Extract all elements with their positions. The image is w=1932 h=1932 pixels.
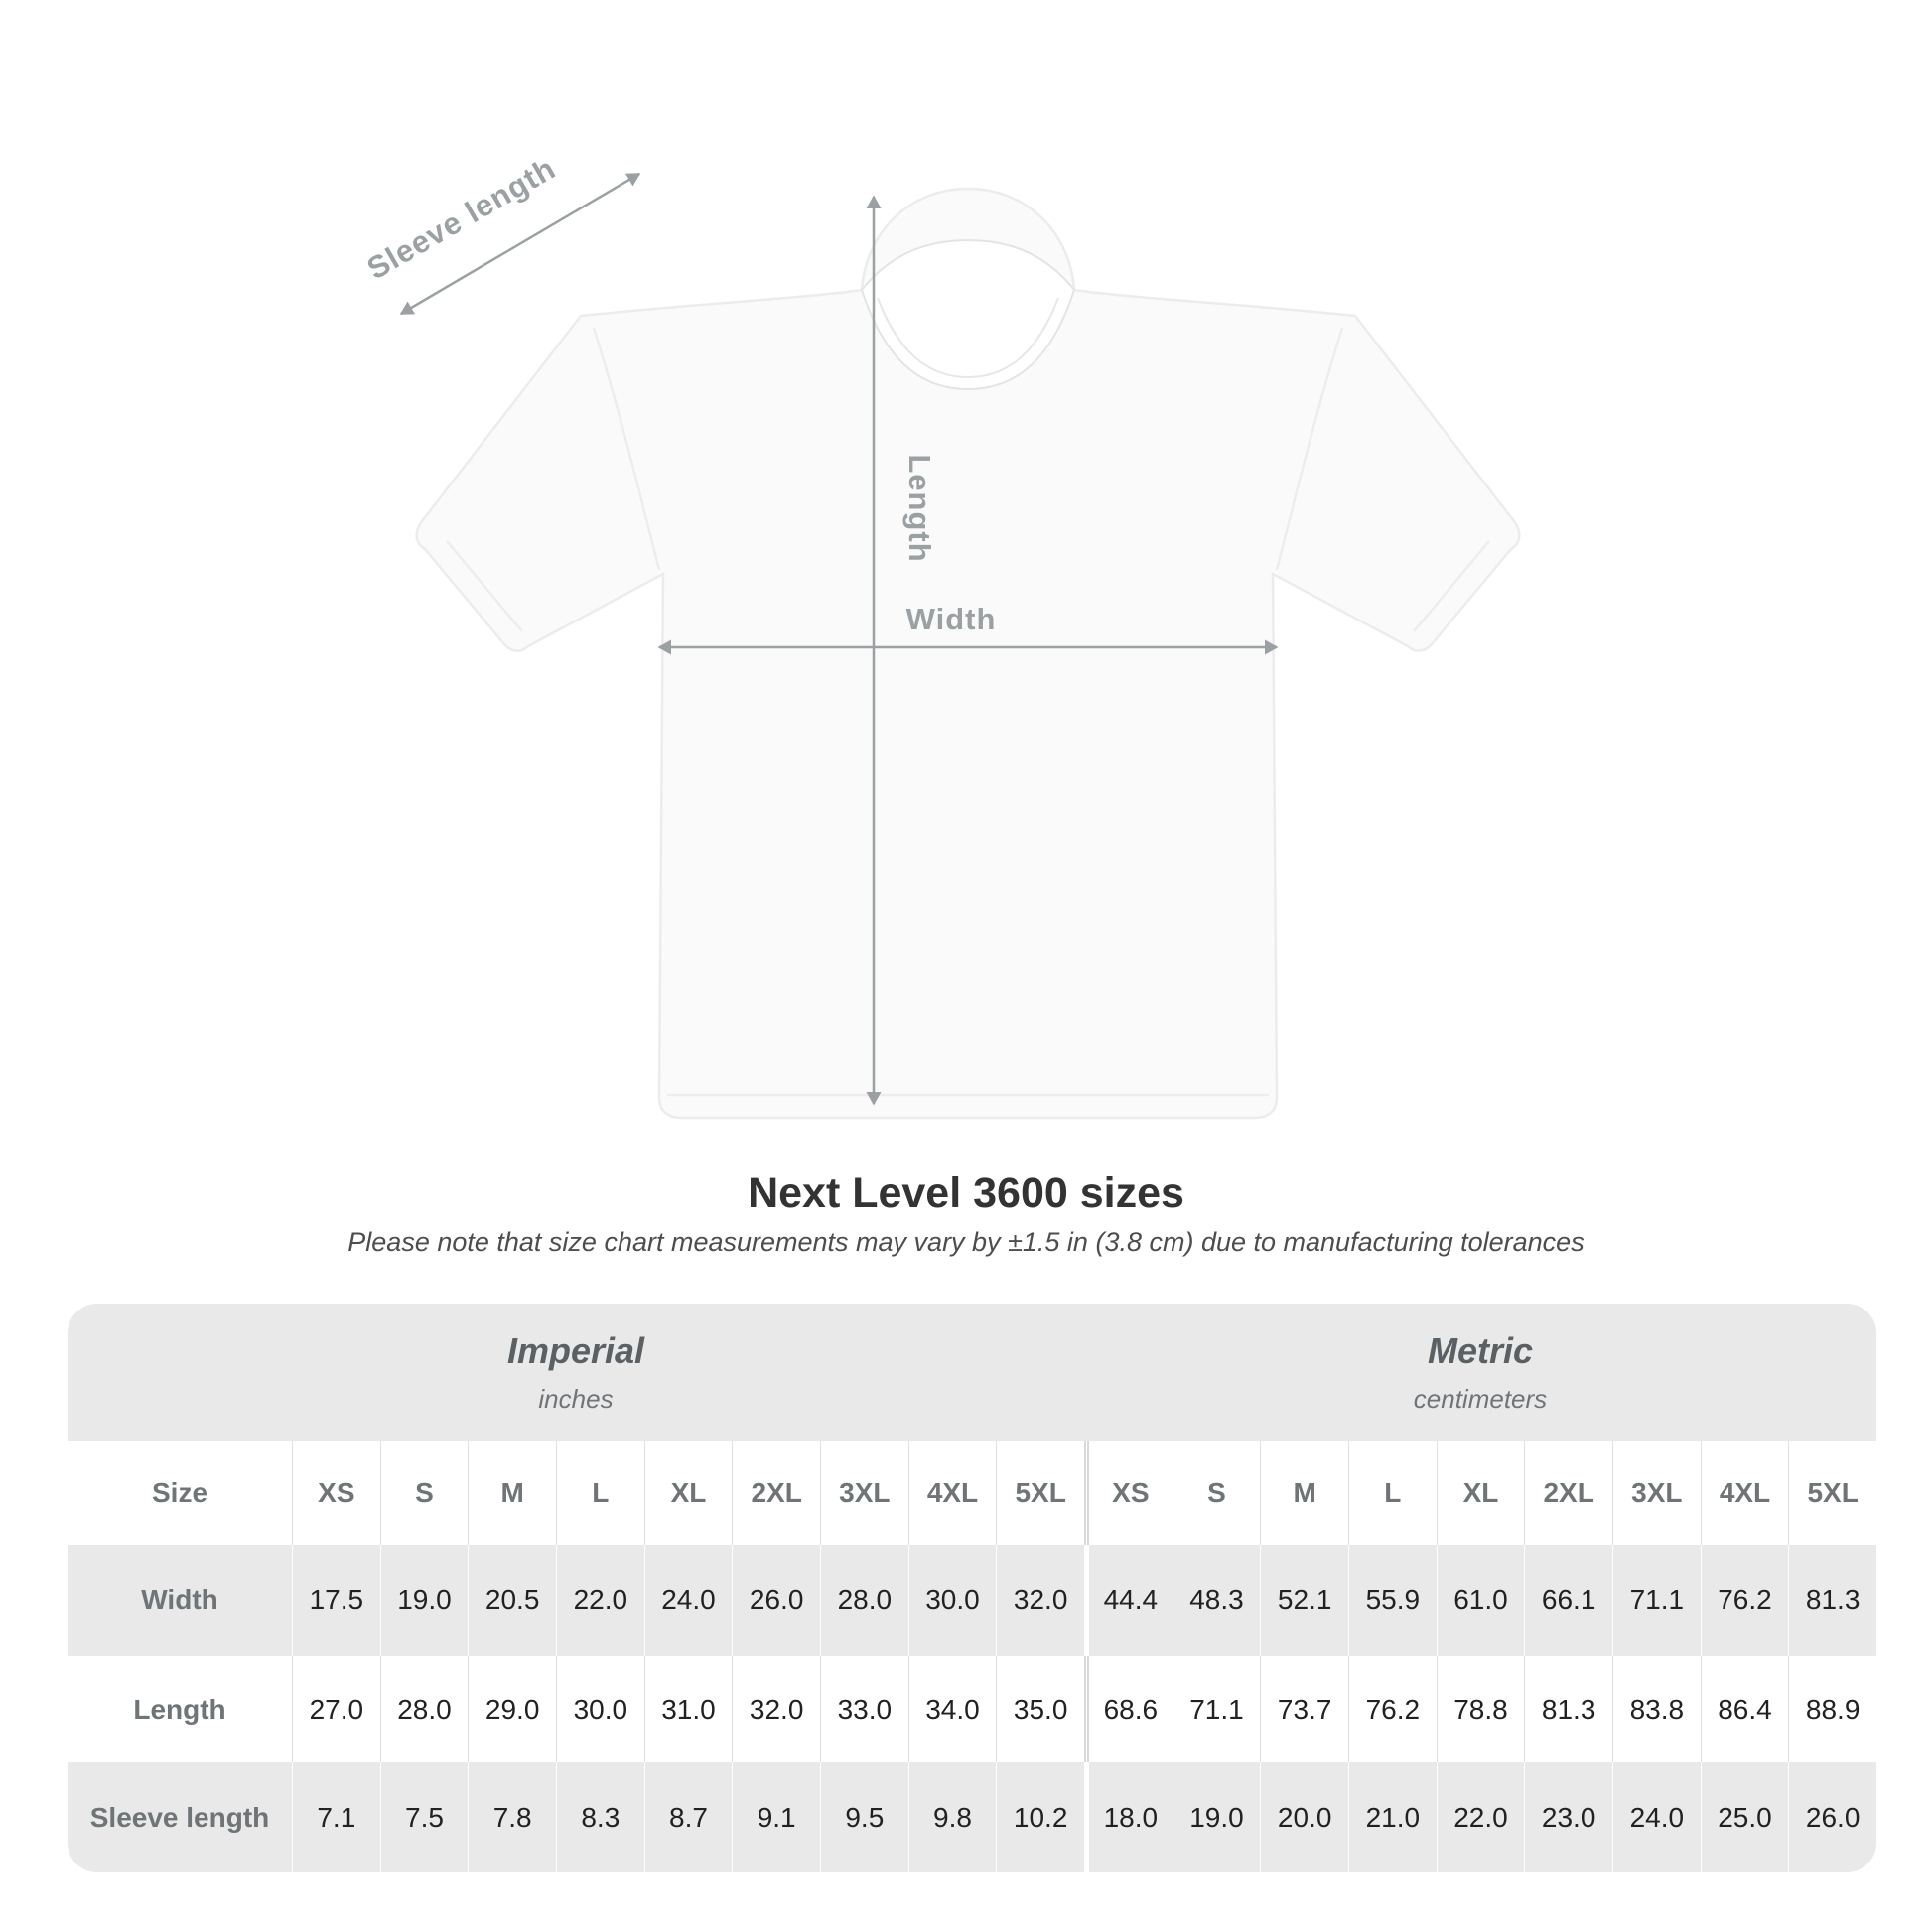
value-cell: 31.0 bbox=[644, 1656, 733, 1762]
value-cell: 7.8 bbox=[468, 1762, 556, 1872]
row-label: Size bbox=[68, 1441, 292, 1545]
value-cell: 32.0 bbox=[996, 1545, 1084, 1656]
value-cell: 24.0 bbox=[644, 1545, 733, 1656]
size-col-header: S bbox=[1173, 1441, 1261, 1545]
value-cell: 78.8 bbox=[1437, 1656, 1525, 1762]
value-cell: 73.7 bbox=[1260, 1656, 1348, 1762]
imperial-header-group bbox=[68, 1304, 1084, 1441]
value-cell: 24.0 bbox=[1612, 1762, 1701, 1872]
value-cell: 7.5 bbox=[380, 1762, 469, 1872]
size-col-header: 3XL bbox=[1612, 1441, 1701, 1545]
metric-header-group bbox=[1084, 1304, 1876, 1441]
value-cell: 8.3 bbox=[556, 1762, 644, 1872]
size-col-header: 5XL bbox=[996, 1441, 1084, 1545]
width-label: Width bbox=[905, 602, 997, 636]
page-title: Next Level 3600 sizes bbox=[748, 1170, 1184, 1217]
value-cell: 34.0 bbox=[908, 1656, 997, 1762]
size-col-header: M bbox=[1260, 1441, 1348, 1545]
value-cell: 52.1 bbox=[1260, 1545, 1348, 1656]
value-cell: 22.0 bbox=[1437, 1762, 1525, 1872]
imperial-header: Imperial bbox=[506, 1329, 645, 1371]
size-col-header: 5XL bbox=[1788, 1441, 1876, 1545]
value-cell: 68.6 bbox=[1084, 1656, 1173, 1762]
tolerance-note: Please note that size chart measurements may vary by ±1.5 in (3.8 cm) due to manufacturing tolerances bbox=[347, 1227, 1585, 1257]
value-cell: 33.0 bbox=[820, 1656, 908, 1762]
value-cell: 55.9 bbox=[1348, 1545, 1437, 1656]
size-col-header: 4XL bbox=[908, 1441, 997, 1545]
value-cell: 29.0 bbox=[468, 1656, 556, 1762]
value-cell: 28.0 bbox=[380, 1656, 469, 1762]
value-cell: 81.3 bbox=[1524, 1656, 1612, 1762]
value-cell: 71.1 bbox=[1612, 1545, 1701, 1656]
size-col-header: L bbox=[1348, 1441, 1437, 1545]
size-col-header: 2XL bbox=[732, 1441, 820, 1545]
value-cell: 32.0 bbox=[732, 1656, 820, 1762]
value-cell: 30.0 bbox=[908, 1545, 997, 1656]
value-cell: 22.0 bbox=[556, 1545, 644, 1656]
size-col-header: 3XL bbox=[820, 1441, 908, 1545]
size-table bbox=[68, 1304, 1876, 1872]
size-col-header: XS bbox=[292, 1441, 380, 1545]
value-cell: 20.5 bbox=[468, 1545, 556, 1656]
value-cell: 9.5 bbox=[820, 1762, 908, 1872]
row-label: Sleeve length bbox=[68, 1762, 292, 1872]
metric-header: Metric bbox=[1427, 1329, 1533, 1371]
value-cell: 23.0 bbox=[1524, 1762, 1612, 1872]
size-col-header: 4XL bbox=[1701, 1441, 1789, 1545]
value-cell: 66.1 bbox=[1524, 1545, 1612, 1656]
value-cell: 18.0 bbox=[1084, 1762, 1173, 1872]
size-col-header: M bbox=[468, 1441, 556, 1545]
value-cell: 25.0 bbox=[1701, 1762, 1789, 1872]
value-cell: 9.8 bbox=[908, 1762, 997, 1872]
size-col-header: XL bbox=[1437, 1441, 1525, 1545]
value-cell: 76.2 bbox=[1348, 1656, 1437, 1762]
value-cell: 27.0 bbox=[292, 1656, 380, 1762]
value-cell: 48.3 bbox=[1173, 1545, 1261, 1656]
size-col-header: 2XL bbox=[1524, 1441, 1612, 1545]
size-col-header: S bbox=[380, 1441, 469, 1545]
value-cell: 26.0 bbox=[732, 1545, 820, 1656]
value-cell: 21.0 bbox=[1348, 1762, 1437, 1872]
sleeve-length-label: Sleeve length bbox=[360, 150, 562, 287]
value-cell: 19.0 bbox=[380, 1545, 469, 1656]
imperial-unit: inches bbox=[538, 1383, 614, 1414]
value-cell: 26.0 bbox=[1788, 1762, 1876, 1872]
value-cell: 83.8 bbox=[1612, 1656, 1701, 1762]
value-cell: 20.0 bbox=[1260, 1762, 1348, 1872]
size-col-header: XS bbox=[1084, 1441, 1173, 1545]
value-cell: 17.5 bbox=[292, 1545, 380, 1656]
value-cell: 76.2 bbox=[1701, 1545, 1789, 1656]
value-cell: 10.2 bbox=[996, 1762, 1084, 1872]
value-cell: 30.0 bbox=[556, 1656, 644, 1762]
value-cell: 81.3 bbox=[1788, 1545, 1876, 1656]
value-cell: 61.0 bbox=[1437, 1545, 1525, 1656]
value-cell: 71.1 bbox=[1173, 1656, 1261, 1762]
value-cell: 86.4 bbox=[1701, 1656, 1789, 1762]
value-cell: 8.7 bbox=[644, 1762, 733, 1872]
value-cell: 28.0 bbox=[820, 1545, 908, 1656]
length-label: Length bbox=[902, 454, 937, 563]
row-label: Length bbox=[68, 1656, 292, 1762]
value-cell: 9.1 bbox=[732, 1762, 820, 1872]
value-cell: 35.0 bbox=[996, 1656, 1084, 1762]
metric-unit: centimeters bbox=[1413, 1383, 1548, 1414]
value-cell: 19.0 bbox=[1173, 1762, 1261, 1872]
value-cell: 7.1 bbox=[292, 1762, 380, 1872]
value-cell: 88.9 bbox=[1788, 1656, 1876, 1762]
value-cell: 44.4 bbox=[1084, 1545, 1173, 1656]
row-label: Width bbox=[68, 1545, 292, 1656]
size-col-header: XL bbox=[644, 1441, 733, 1545]
size-col-header: L bbox=[556, 1441, 644, 1545]
